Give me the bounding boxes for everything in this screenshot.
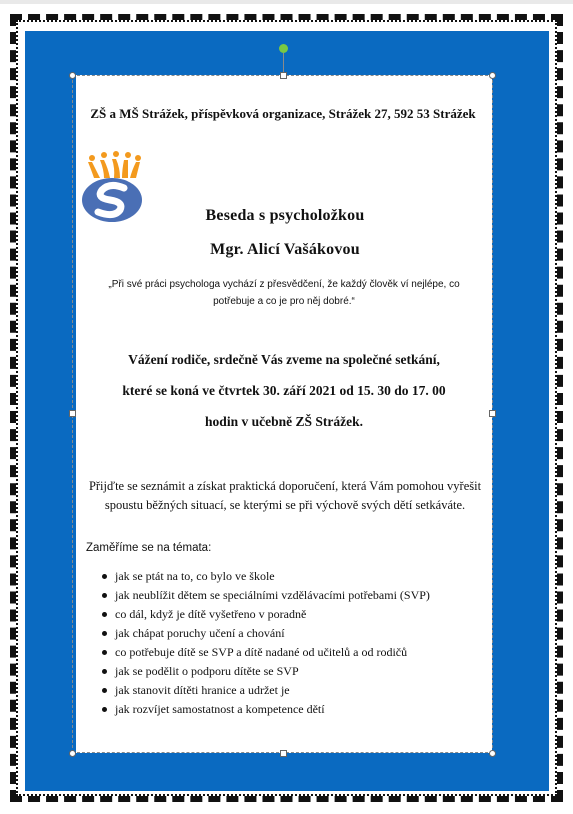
- invitation-line: hodin v učebně ZŠ Strážek.: [205, 414, 363, 429]
- invitation-line: Vážení rodiče, srdečně Vás zveme na společné setkání,: [128, 352, 440, 367]
- invitation-line: které se koná ve čtvrtek 30. září 2021 od 15. 30 do 17. 00: [122, 383, 446, 398]
- list-item: co potřebuje dítě se SVP a dítě nadané od učitelů a od rodičů: [98, 643, 430, 662]
- list-item: co dál, když je dítě vyšetřeno v poradně: [98, 605, 430, 624]
- list-item: jak se ptát na to, co bylo ve škole: [98, 567, 430, 586]
- resize-handle-top-left[interactable]: [69, 72, 76, 79]
- list-item: jak neublížit dětem se speciálními vzdělávacími potřebami (SVP): [98, 586, 430, 605]
- list-item: jak rozvíjet samostatnost a kompetence dětí: [98, 700, 430, 719]
- resize-handle-bottom[interactable]: [280, 750, 287, 757]
- resize-handle-right[interactable]: [489, 410, 496, 417]
- resize-handle-bottom-right[interactable]: [489, 750, 496, 757]
- organization-header: ZŠ a MŠ Strážek, příspěvková organizace, Strážek 27, 592 53 Strážek: [90, 106, 476, 121]
- quote-text: „Při své práci psychologa vychází z přesvědčení, že každý člověk ví nejlépe, co potřebuje a co je pro něj dobré.“: [108, 279, 460, 307]
- resize-handle-left[interactable]: [69, 410, 76, 417]
- resize-handle-bottom-left[interactable]: [69, 750, 76, 757]
- speaker-name: Mgr. Alicí Vašákovou: [210, 241, 360, 258]
- list-item: jak stanovit dítěti hranice a udržet je: [98, 681, 430, 700]
- topics-list: [98, 567, 430, 719]
- list-item: jak se podělit o podporu dítěte se SVP: [98, 662, 430, 681]
- intro-paragraph: Přijďte se seznámit a získat praktická doporučení, která Vám pomohou vyřešit spoustu běžných situací, se kterými se při výchově svých dětí setkáváte.: [88, 479, 482, 512]
- rotation-handle[interactable]: [279, 44, 288, 53]
- event-title: Beseda s psycholožkou: [205, 207, 365, 224]
- resize-handle-top[interactable]: [280, 72, 287, 79]
- rotation-stem: [283, 53, 284, 73]
- list-item: jak chápat poruchy učení a chování: [98, 624, 430, 643]
- resize-handle-top-right[interactable]: [489, 72, 496, 79]
- topics-label: Zaměříme se na témata:: [86, 542, 212, 554]
